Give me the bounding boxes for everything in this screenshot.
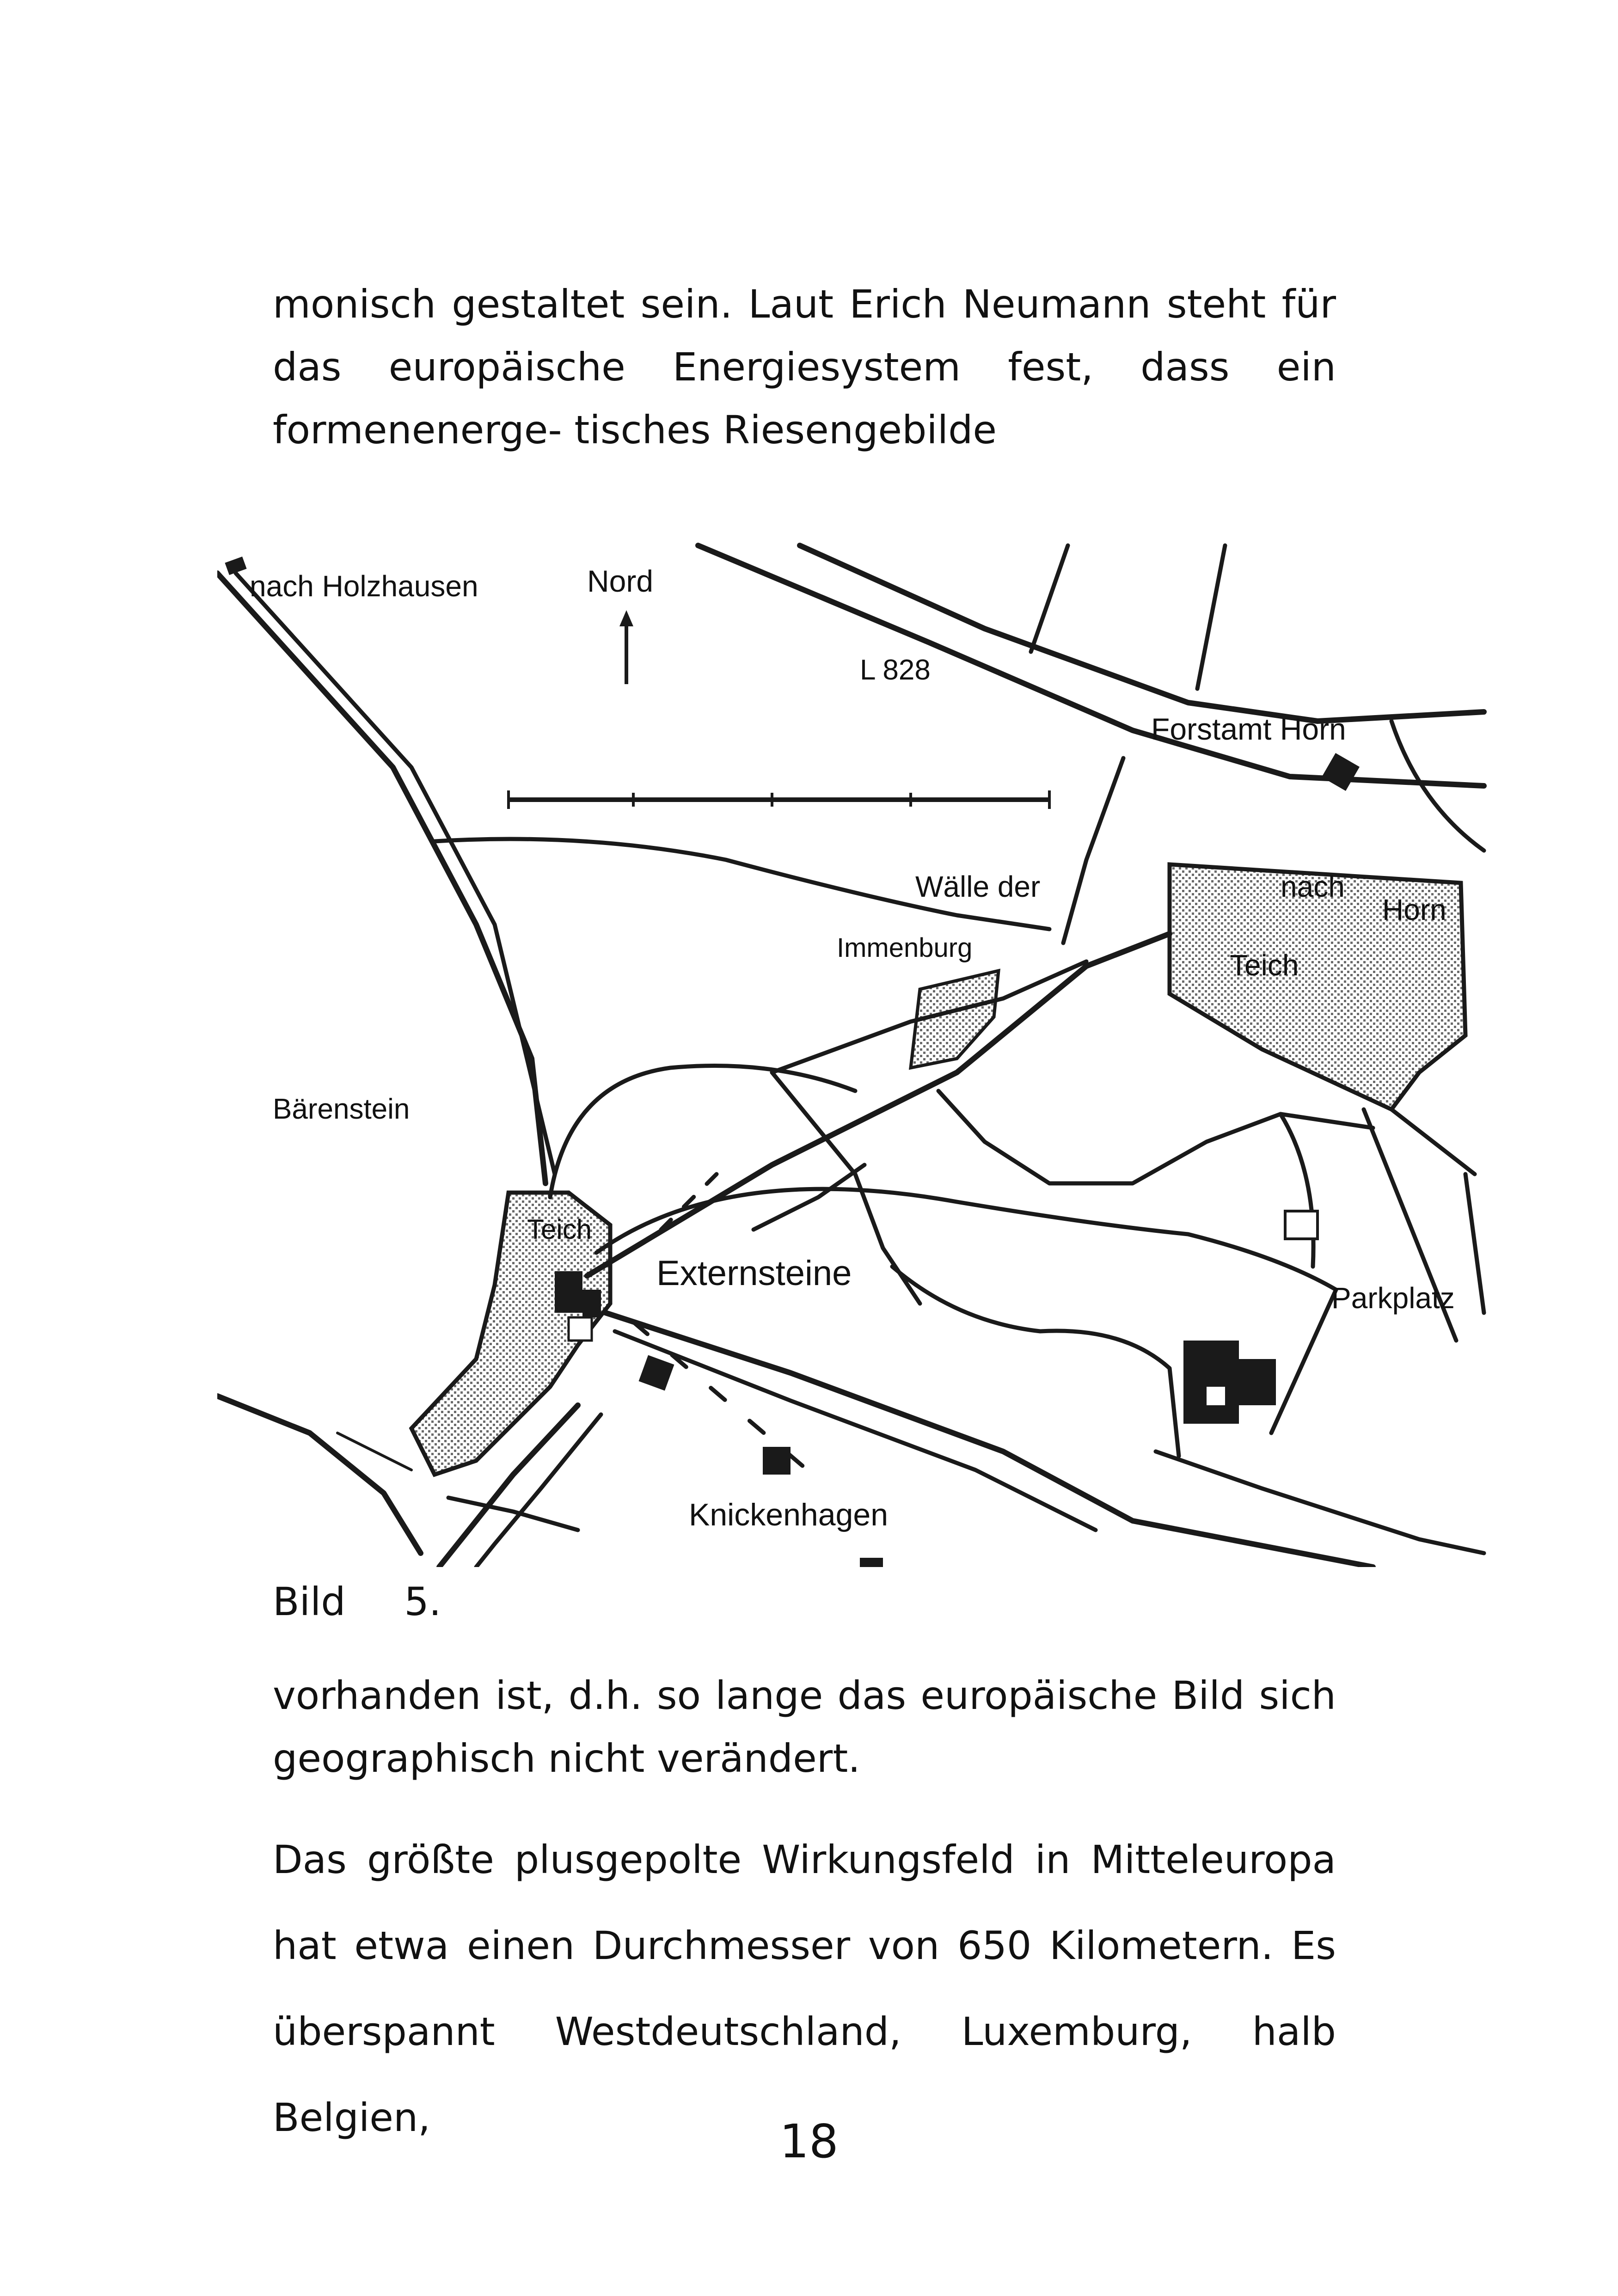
- road-valley: [587, 934, 1170, 1276]
- path-east-3: [1391, 1109, 1475, 1174]
- path-west-arc: [550, 1066, 855, 1197]
- road-top-spur-1: [1031, 545, 1068, 652]
- caption-label: Bild: [273, 1579, 346, 1624]
- label-knickenhagen: Knickenhagen: [689, 1497, 889, 1532]
- label-waelle-der: Wälle der: [915, 870, 1041, 903]
- road-top-spur-2: [1197, 545, 1225, 689]
- label-teich-right: Teich: [1230, 949, 1299, 982]
- label-parkplatz: Parkplatz: [1331, 1281, 1455, 1315]
- road-east-edge: [1465, 1174, 1484, 1313]
- paragraph-intro: monisch gestaltet sein. Laut Erich Neumann steht für das europäische Energiesystem fest, dass ein formenenerge- tisches Riesengebilde: [273, 282, 1336, 453]
- knickenhagen-block-2: [763, 1447, 791, 1475]
- path-middle-4: [938, 1091, 1373, 1183]
- knickenhagen-block-1: [639, 1355, 674, 1391]
- caption-number: 5.: [404, 1579, 441, 1624]
- road-knickenhagen-fork: [1271, 1290, 1336, 1433]
- road-south-west-4: [448, 1498, 578, 1530]
- label-externsteine: Externsteine: [656, 1254, 852, 1293]
- parkplatz-buildings: [1183, 1341, 1276, 1424]
- path-middle-3: [754, 1165, 864, 1230]
- label-nord: Nord: [587, 564, 654, 598]
- label-horn: Horn: [1382, 893, 1446, 926]
- road-south-west-1: [217, 1396, 421, 1553]
- road-holzhausen: [217, 573, 545, 1183]
- label-nach-holzhausen: nach Holzhausen: [250, 569, 478, 603]
- label-road-number: L 828: [860, 654, 931, 686]
- road-holzhausen-inner: [236, 573, 555, 1174]
- path-east-arc: [1281, 1114, 1313, 1267]
- road-parkplatz-east: [1156, 1451, 1484, 1553]
- north-arrow: [619, 610, 633, 684]
- paragraph-wirkungsfeld: Das größte plusgepolte Wirkungsfeld in Mitteleuropa hat etwa einen Durchmesser von 650 Kilometern. Es überspannt Westdeutschland, Luxemburg, halb Belgien,: [273, 1837, 1336, 2140]
- label-forstamt-horn: Forstamt Horn: [1151, 712, 1346, 746]
- building-forstamt: [1322, 753, 1360, 791]
- knickenhagen-block-3: [860, 1558, 883, 1567]
- scale-bar: [509, 790, 1049, 809]
- figure-caption: [273, 1574, 441, 1629]
- label-immenburg: Immenburg: [837, 933, 973, 963]
- label-teich-left: Teich: [527, 1214, 592, 1245]
- road-forstamt-branch: [1063, 758, 1123, 943]
- label-nach: nach: [1281, 870, 1345, 903]
- label-baerenstein: Bärenstein: [273, 1093, 410, 1125]
- parkplatz-sign: [1285, 1211, 1318, 1239]
- externsteine-map: [217, 527, 1489, 1567]
- page-number: 18: [779, 2114, 839, 2168]
- paragraph-continuation: vorhanden ist, d.h. so lange das europäische Bild sich geographisch nicht verändert.: [273, 1673, 1336, 1781]
- holzhausen-marker: [225, 557, 246, 575]
